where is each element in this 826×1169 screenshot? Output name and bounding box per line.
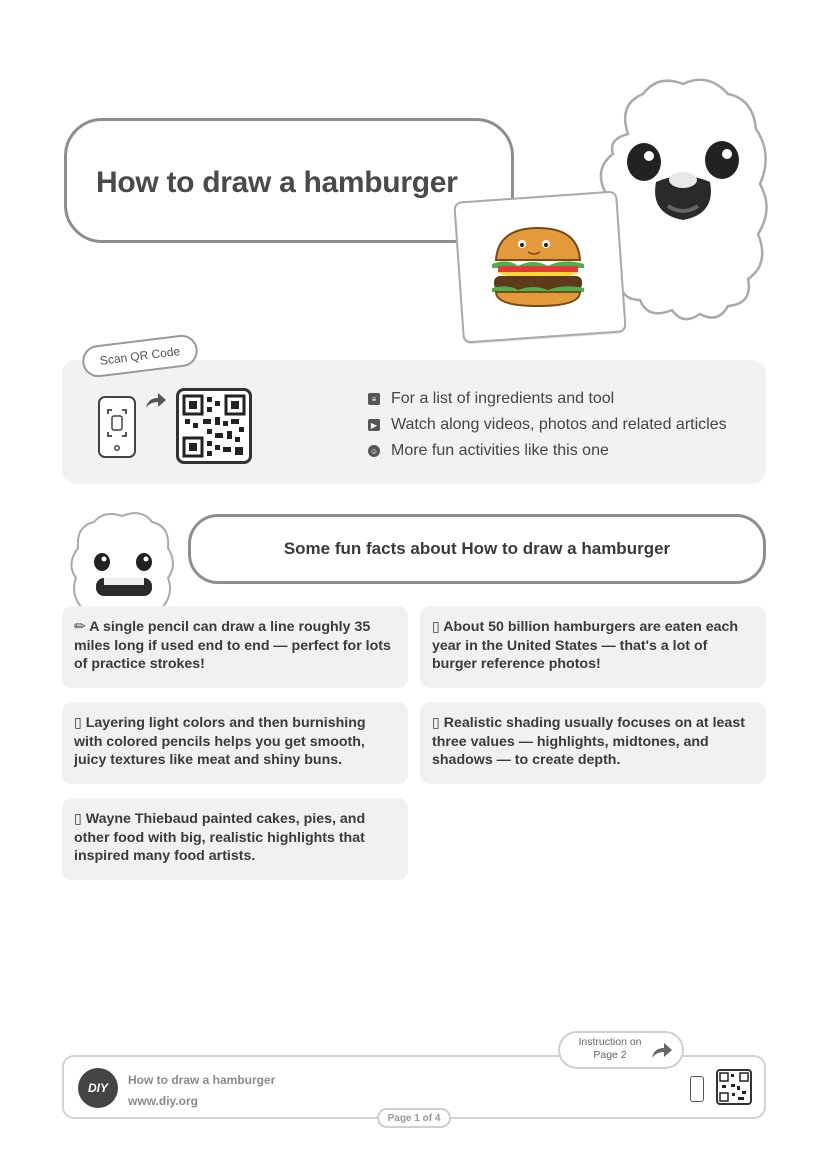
qr-code-icon[interactable] <box>716 1069 752 1105</box>
facts-title: Some fun facts about How to draw a hamburger <box>283 539 671 558</box>
feature-item-videos <box>368 412 727 438</box>
feature-label: More fun activities like this one <box>391 442 609 459</box>
footer-url-link[interactable]: www.diy.org <box>128 1094 199 1108</box>
fact-text: ▯ Wayne Thiebaud painted cakes, pies, and other food with big, realistic highlights that inspired many food artists. <box>74 811 366 864</box>
page-title: How to draw a hamburger <box>96 166 458 199</box>
fact-text: ▯ Layering light colors and then burnishing with colored pencils helps you get smooth, juicy textures like meat and shiny buns. <box>74 715 366 768</box>
play-icon: ▶ <box>368 419 380 431</box>
fact-text: ▯ Realistic shading usually focuses on at least three values — highlights, midtones, and shadows — to create depth. <box>432 715 745 768</box>
fact-text: ✏ A single pencil can draw a line roughly 35 miles long if used end to end — perfect for lots of practice strokes! <box>74 619 391 672</box>
smile-icon: ☺ <box>369 446 379 456</box>
fact-text: ▯ About 50 billion hamburgers are eaten each year in the United States — that's a lot of burger reference photos! <box>432 619 739 672</box>
qr-code-icon[interactable] <box>176 388 252 464</box>
fact-card <box>62 798 408 880</box>
feature-label: For a list of ingredients and tool <box>391 390 615 407</box>
small-yeti-mascot-illustration <box>64 508 180 608</box>
phone-icon <box>98 396 136 458</box>
fact-card <box>420 702 766 784</box>
hamburger-illustration <box>488 224 588 308</box>
footer-title: How to draw a hamburger <box>128 1073 276 1087</box>
facts-header-bubble <box>188 514 766 584</box>
arrow-right-icon <box>144 390 168 410</box>
feature-item-ingredients <box>368 386 727 412</box>
phone-icon <box>690 1076 704 1102</box>
arrow-right-icon <box>650 1040 674 1060</box>
instruction-label: Instruction on Page 2 <box>578 1036 642 1061</box>
feature-label: Watch along videos, photos and related articles <box>391 416 727 433</box>
diy-logo[interactable]: DIY <box>78 1068 118 1108</box>
fact-card <box>62 606 408 688</box>
fact-card <box>420 606 766 688</box>
feature-item-activities <box>368 438 727 464</box>
page-indicator: Page 1 of 4 <box>377 1108 451 1128</box>
scan-qr-label: Scan QR Code <box>80 333 199 379</box>
fact-card <box>62 702 408 784</box>
feature-list <box>368 386 727 464</box>
list-icon: ≡ <box>368 393 380 405</box>
